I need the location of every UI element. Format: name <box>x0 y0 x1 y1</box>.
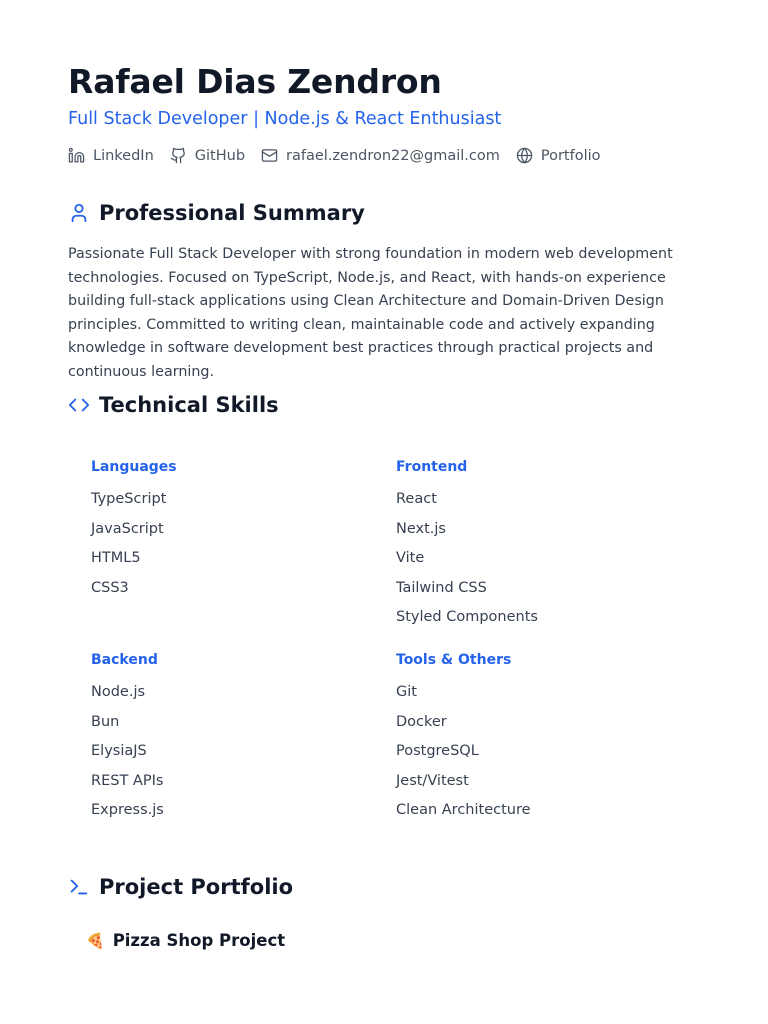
skill-list <box>396 488 686 636</box>
email-label: rafael.zendron22@gmail.com <box>286 147 500 164</box>
skill-item: TypeScript <box>91 491 167 507</box>
skill-list <box>91 681 381 829</box>
skill-item: Express.js <box>91 802 164 818</box>
globe-icon <box>516 147 533 164</box>
skill-item: HTML5 <box>91 550 141 566</box>
linkedin-label: LinkedIn <box>93 147 154 164</box>
github-icon <box>170 147 187 164</box>
user-icon <box>68 202 90 224</box>
projects-section-header <box>68 875 293 899</box>
project-item <box>86 931 285 950</box>
skills-section-header <box>68 393 279 417</box>
skill-item: CSS3 <box>91 579 129 596</box>
skill-item: Bun <box>91 713 120 730</box>
skill-list <box>91 488 381 606</box>
skill-item: ElysiaJS <box>91 743 147 759</box>
skill-item: Styled Components <box>396 609 538 625</box>
skill-item: REST APIs <box>91 772 164 789</box>
skill-category-title: Tools & Others <box>396 652 512 668</box>
linkedin-link[interactable] <box>68 147 154 164</box>
skill-item: React <box>396 491 437 507</box>
skill-category-backend <box>91 649 381 829</box>
linkedin-icon <box>68 147 85 164</box>
github-link[interactable] <box>170 147 245 164</box>
portfolio-link[interactable] <box>516 147 601 164</box>
skill-item: Clean Architecture <box>396 802 531 818</box>
email-link[interactable] <box>261 147 500 164</box>
skill-item: Docker <box>396 713 447 730</box>
skill-item: Vite <box>396 550 425 566</box>
resume-headline: Full Stack Developer | Node.js & React Enthusiast <box>68 109 502 129</box>
skill-category-frontend <box>396 456 686 636</box>
skills-title: Technical Skills <box>99 393 279 417</box>
pizza-icon: 🍕 <box>86 931 105 950</box>
summary-text: Passionate Full Stack Developer with strong foundation in modern web development technologies. Focused on TypeScript, Node.js, and React, with hands-on experience building full-stack applications using Clean Architecture and Domain-Driven Design principles. Committed to writing clean, maintainable code and actively expanding knowledge in software development best practices through practical projects and continuous learning. <box>68 246 673 380</box>
skill-list <box>396 681 686 829</box>
skill-item: PostgreSQL <box>396 743 479 759</box>
resume-name: Rafael Dias Zendron <box>68 62 442 101</box>
skill-category-tools <box>396 649 686 829</box>
github-label: GitHub <box>194 147 246 164</box>
skill-item: Tailwind CSS <box>396 579 487 596</box>
skill-item: JavaScript <box>91 520 164 537</box>
summary-section-header <box>68 201 365 225</box>
mail-icon <box>261 147 278 164</box>
skill-category-title: Languages <box>91 459 177 475</box>
skill-category-title: Backend <box>91 652 158 668</box>
skill-item: Next.js <box>396 520 446 537</box>
skill-item: Jest/Vitest <box>396 772 469 789</box>
skill-item: Node.js <box>91 684 146 700</box>
projects-title: Project Portfolio <box>99 875 294 899</box>
code-icon <box>68 394 90 416</box>
summary-title: Professional Summary <box>99 201 365 225</box>
portfolio-label: Portfolio <box>540 147 601 164</box>
contact-links <box>68 147 617 164</box>
terminal-icon <box>68 876 90 898</box>
skill-category-title: Frontend <box>396 459 468 475</box>
project-title: Pizza Shop Project <box>112 931 286 950</box>
skill-item: Git <box>396 684 417 700</box>
skill-category-languages <box>91 456 381 606</box>
